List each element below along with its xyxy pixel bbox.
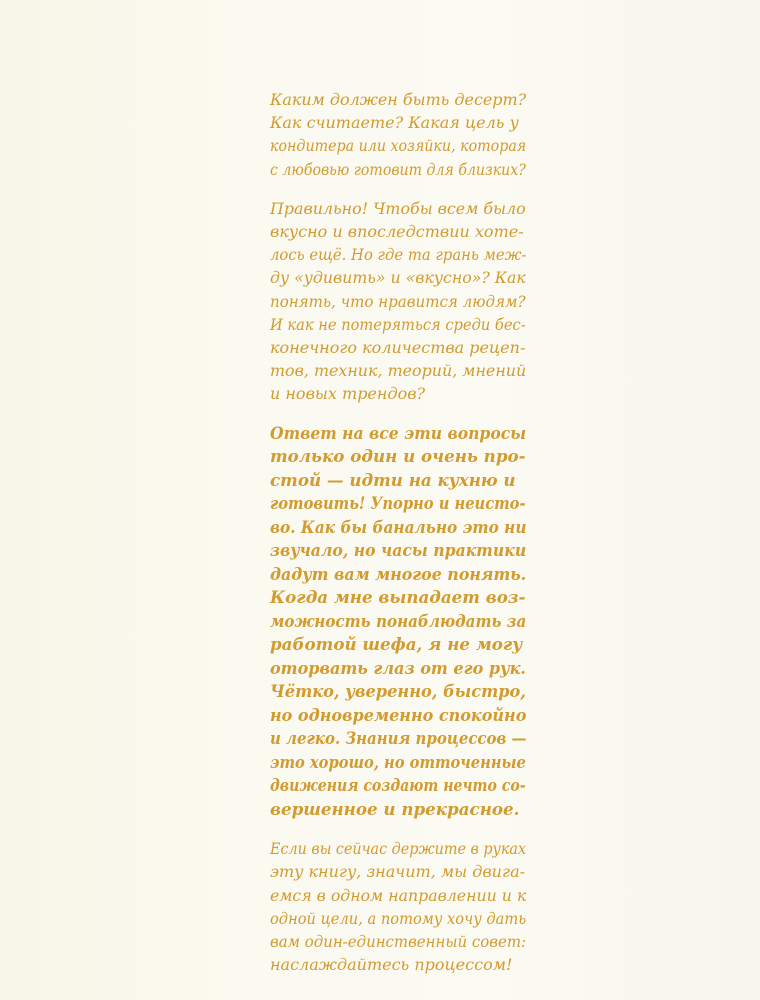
text-line: Если вы сейчас держите в руках bbox=[270, 839, 527, 859]
text-line: наслаждайтесь процессом! bbox=[270, 955, 513, 975]
text-column bbox=[270, 88, 526, 992]
paragraph-advice bbox=[270, 837, 526, 976]
text-line: вкусно и впоследствии хоте- bbox=[270, 222, 524, 242]
text-line: стой — идти на кухню и bbox=[270, 469, 516, 490]
text-line: оторвать глаз от его рук. bbox=[270, 657, 526, 678]
text-line: можность понаблюдать за bbox=[270, 610, 527, 631]
text-line: готовить! Упорно и неисто- bbox=[270, 493, 526, 514]
text-line: конечного количества рецеп- bbox=[270, 338, 526, 358]
text-line: Правильно! Чтобы всем было bbox=[270, 198, 526, 218]
text-line: вершенное и прекрасное. bbox=[270, 798, 520, 819]
text-line: лось ещё. Но где та грань меж- bbox=[270, 245, 527, 265]
text-line: это хорошо, но отточенные bbox=[270, 751, 526, 772]
paragraph-intro-question bbox=[270, 88, 526, 181]
text-line: эту книгу, значит, мы двига- bbox=[270, 862, 526, 882]
text-line: но одновременно спокойно bbox=[270, 704, 527, 725]
text-line: И как не потеряться среди бес- bbox=[270, 314, 526, 334]
text-line: и новых трендов? bbox=[270, 384, 426, 404]
text-line: дадут вам многое понять. bbox=[270, 563, 527, 584]
text-line: только один и очень про- bbox=[270, 446, 526, 467]
text-line: понять, что нравится людям? bbox=[270, 291, 526, 311]
text-line: тов, техник, теорий, мнений bbox=[270, 361, 527, 381]
text-line: Чётко, уверенно, быстро, bbox=[270, 681, 526, 702]
text-line: Как считаете? Какая цель у bbox=[270, 113, 519, 133]
text-line: кондитера или хозяйки, которая bbox=[270, 136, 527, 156]
paragraph-answer-right bbox=[270, 197, 526, 406]
paragraph-practice bbox=[270, 422, 526, 822]
text-line: движения создают нечто со- bbox=[270, 775, 526, 796]
text-line: вам один-единственный совет: bbox=[270, 931, 527, 951]
text-line: Ответ на все эти вопросы bbox=[270, 422, 527, 443]
text-line: Каким должен быть десерт? bbox=[270, 90, 527, 109]
text-line: звучало, но часы практики bbox=[270, 540, 527, 561]
text-line: с любовью готовит для близких? bbox=[270, 159, 526, 179]
text-line: во. Как бы банально это ни bbox=[270, 516, 527, 537]
text-line: ду «удивить» и «вкусно»? Как bbox=[270, 268, 526, 288]
text-line: работой шефа, я не могу bbox=[270, 634, 523, 655]
text-line: одной цели, а потому хочу дать bbox=[270, 908, 527, 928]
text-line: емся в одном направлении и к bbox=[270, 885, 527, 905]
text-line: и легко. Знания процессов — bbox=[270, 728, 527, 749]
text-line: Когда мне выпадает воз- bbox=[270, 587, 526, 608]
